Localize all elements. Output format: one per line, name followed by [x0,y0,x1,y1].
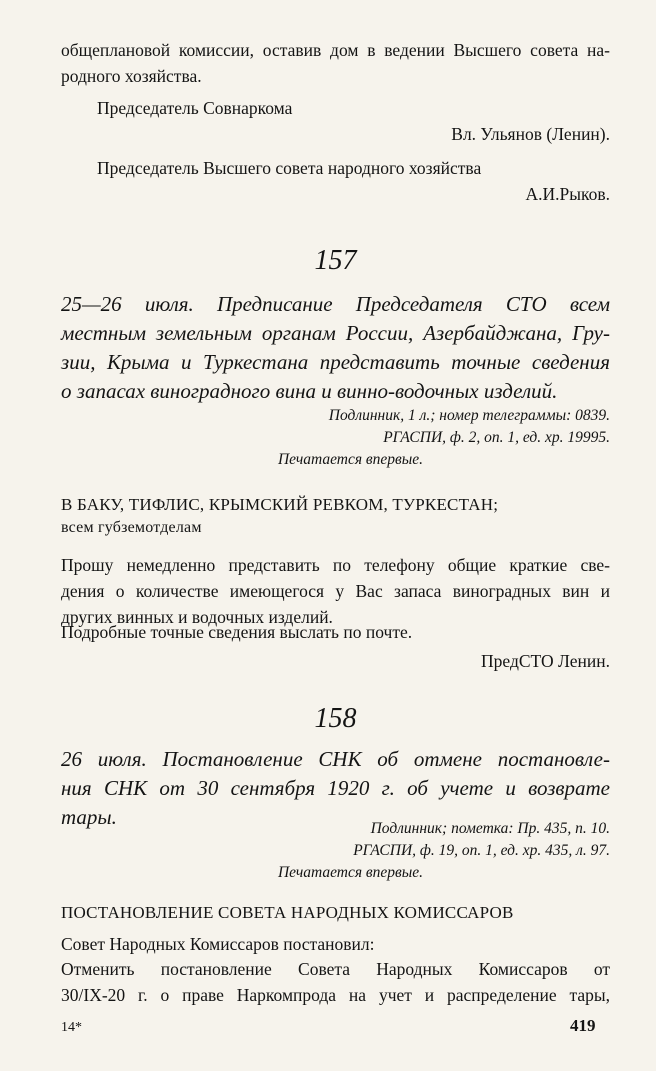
telegram-signature: ПредСТО Ленин. [481,651,610,671]
document-number: 157 [314,245,357,276]
continuation-paragraph [61,37,610,89]
archival-source [61,405,610,471]
resolution-intro: Совет Народных Комиссаров постановил: [61,934,375,954]
document-heading [61,290,610,406]
source-line: Подлинник, 1 л.; номер телеграммы: 0839. [328,407,610,424]
heading-line: зии, Крыма и Туркестана представить точные сведения [61,350,610,374]
text-line: родного хозяйства. [61,66,202,86]
heading-line: 26 июля. Постановление СНК об отмене постановле- [61,747,610,771]
source-line: Подлинник; пометка: Пр. 435, п. 10. [370,820,610,837]
archival-source [61,818,610,884]
signatory-name: Вл. Ульянов (Ленин). [451,124,610,144]
text-line: Отменить постановление Совета Народных Комиссаров от [61,959,610,979]
resolution-title: ПОСТАНОВЛЕНИЕ СОВЕТА НАРОДНЫХ КОМИССАРОВ [61,903,514,922]
heading-line: ния СНК от 30 сентября 1920 г. об учете и возврате [61,776,610,800]
page-number: 419 [570,1016,596,1035]
text-line: других винных и водочных изделий. [61,607,333,627]
document-number: 158 [314,703,357,734]
text-line: дения о количестве имеющегося у Вас запаса виноградных вин и [61,581,610,601]
text-line: общеплановой комиссии, оставив дом в ведении Высшего совета на- [61,40,610,60]
telegram-address [61,493,610,539]
resolution-body [61,956,610,1008]
signature-mark: 14* [61,1020,82,1035]
heading-line: тары. [61,805,117,829]
source-line: РГАСПИ, ф. 19, оп. 1, ед. хр. 435, л. 97. [353,842,610,859]
heading-line: 25—26 июля. Предписание Председателя СТО всем [61,292,610,316]
address-line: В БАКУ, ТИФЛИС, КРЫМСКИЙ РЕВКОМ, ТУРКЕСТАН; [61,495,499,514]
telegram-body: Подробные точные сведения выслать по почте. [61,622,413,642]
text-line: 30/IX-20 г. о праве Наркомпрода на учет и распределение тары, [61,985,610,1005]
text-line: Прошу немедленно представить по телефону общие краткие све- [61,555,610,575]
address-line: всем губземотделам [61,519,202,536]
source-line: Печатается впервые. [277,451,424,468]
heading-line: о запасах виноградного вина и винно-водочных изделий. [61,379,558,403]
source-line: РГАСПИ, ф. 2, оп. 1, ед. хр. 19995. [383,429,610,446]
heading-line: местным земельным органам России, Азербайджана, Гру- [61,321,610,345]
signatory-title: Председатель Высшего совета народного хозяйства [97,158,482,178]
source-line: Печатается впервые. [277,864,424,881]
signatory-name: А.И.Рыков. [525,184,610,204]
signatory-title: Председатель Совнаркома [97,98,293,118]
